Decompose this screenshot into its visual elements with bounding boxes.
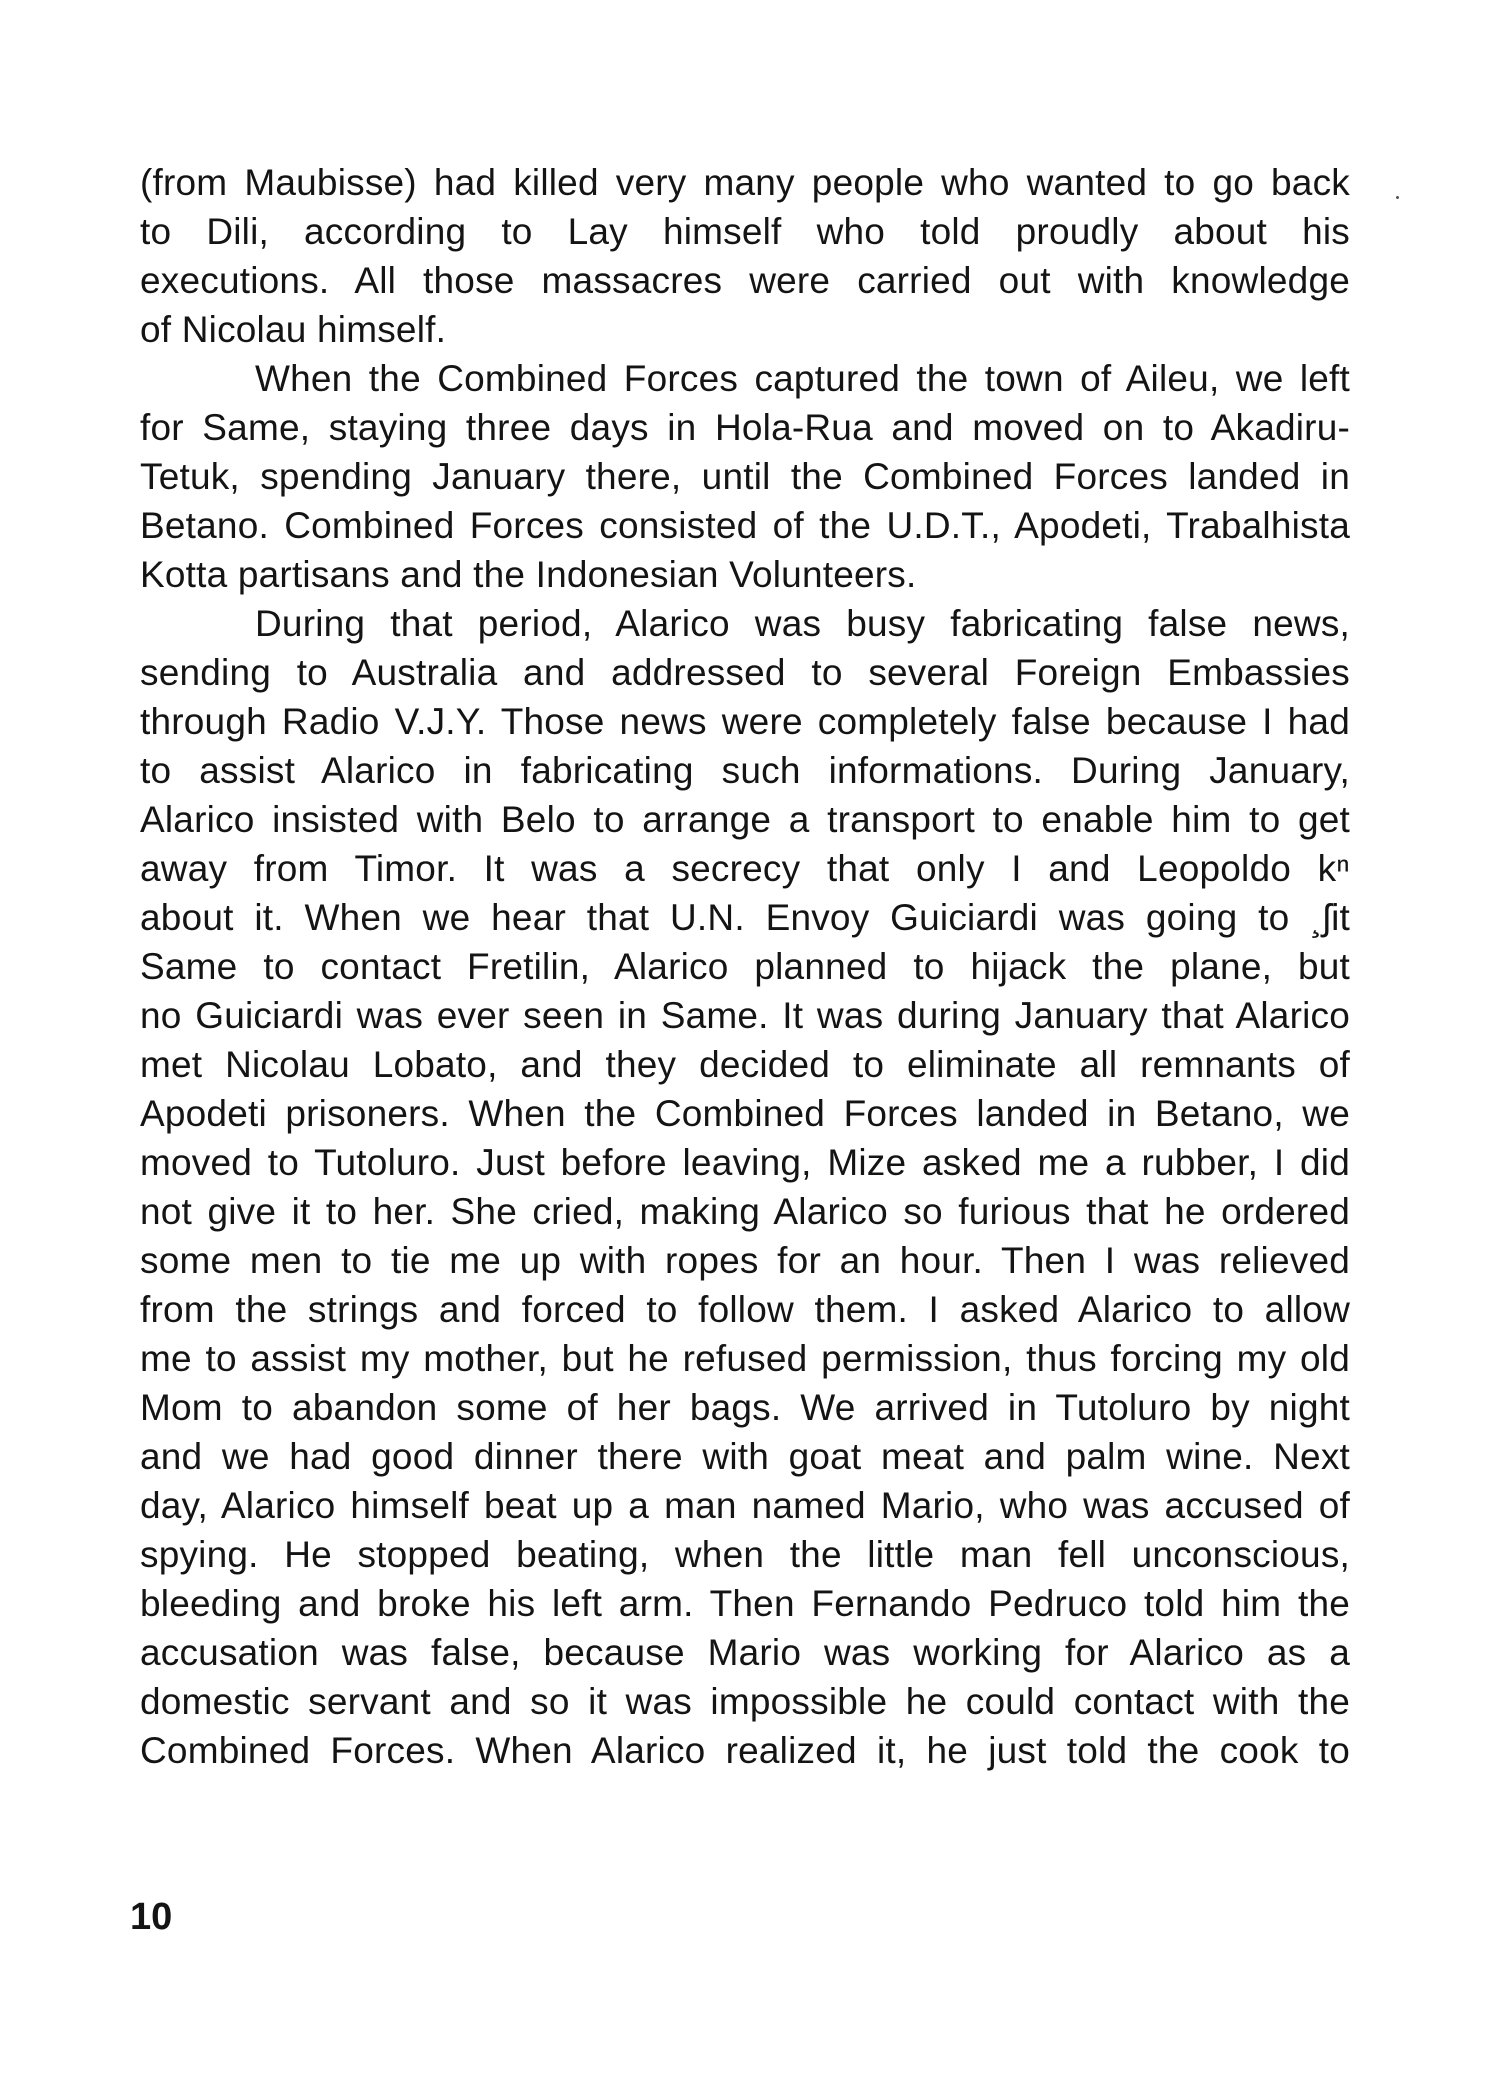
text-line: not give it to her. She cried, making Alarico so furious that he ordered [140, 1191, 1350, 1232]
text-line: When the Combined Forces captured the town of Aileu, we left [255, 358, 1350, 399]
text-line: of Nicolau himself. [140, 309, 447, 350]
text-line: bleeding and broke his left arm. Then Fernando Pedruco told him the [140, 1583, 1350, 1624]
text-line: spying. He stopped beating, when the little man fell unconscious, [140, 1534, 1350, 1575]
text-line: Alarico insisted with Belo to arrange a transport to enable him to get [140, 799, 1350, 840]
text-line: domestic servant and so it was impossible he could contact with the [140, 1681, 1350, 1722]
text-line: away from Timor. It was a secrecy that only I and Leopoldo kⁿ [140, 848, 1350, 889]
text-line: no Guiciardi was ever seen in Same. It was during January that Alarico [140, 995, 1350, 1036]
text-line: from the strings and forced to follow them. I asked Alarico to allow [140, 1289, 1350, 1330]
text-line: executions. All those massacres were carried out with knowledge [140, 260, 1350, 301]
text-line: for Same, staying three days in Hola-Rua and moved on to Akadiru- [140, 407, 1350, 448]
text-line: Mom to abandon some of her bags. We arrived in Tutoluro by night [140, 1387, 1350, 1428]
text-line: moved to Tutoluro. Just before leaving, Mize asked me a rubber, I did [140, 1142, 1350, 1183]
text-line: Combined Forces. When Alarico realized it, he just told the cook to [140, 1730, 1350, 1771]
text-line: and we had good dinner there with goat meat and palm wine. Next [140, 1436, 1350, 1477]
text-line: (from Maubisse) had killed very many people who wanted to go back [140, 162, 1350, 203]
text-line: to Dili, according to Lay himself who told proudly about his [140, 211, 1350, 252]
text-line: about it. When we hear that U.N. Envoy Guiciardi was going to ¸ʃit [140, 897, 1350, 938]
text-line: some men to tie me up with ropes for an hour. Then I was relieved [140, 1240, 1350, 1281]
text-line: Tetuk, spending January there, until the Combined Forces landed in [140, 456, 1350, 497]
text-line: Same to contact Fretilin, Alarico planned to hijack the plane, but [140, 946, 1350, 987]
text-line: me to assist my mother, but he refused permission, thus forcing my old [140, 1338, 1350, 1379]
paragraph-2 [140, 354, 1350, 599]
text-line: Apodeti prisoners. When the Combined Forces landed in Betano, we [140, 1093, 1350, 1134]
text-line: Betano. Combined Forces consisted of the U.D.T., Apodeti, Trabalhista [140, 505, 1350, 546]
body-text [140, 158, 1350, 1775]
paragraph-3 [140, 599, 1350, 1775]
margin-speck [1396, 196, 1399, 199]
text-line: met Nicolau Lobato, and they decided to eliminate all remnants of [140, 1044, 1350, 1085]
text-line: sending to Australia and addressed to several Foreign Embassies [140, 652, 1350, 693]
page-number: 10 [130, 1896, 173, 1938]
text-line: day, Alarico himself beat up a man named Mario, who was accused of [140, 1485, 1350, 1526]
paragraph-1 [140, 158, 1350, 354]
text-line: through Radio V.J.Y. Those news were completely false because I had [140, 701, 1350, 742]
text-line: During that period, Alarico was busy fabricating false news, [255, 603, 1350, 644]
text-line: Kotta partisans and the Indonesian Volunteers. [140, 554, 917, 595]
text-line: accusation was false, because Mario was working for Alarico as a [140, 1632, 1350, 1673]
text-line: to assist Alarico in fabricating such informations. During January, [140, 750, 1350, 791]
